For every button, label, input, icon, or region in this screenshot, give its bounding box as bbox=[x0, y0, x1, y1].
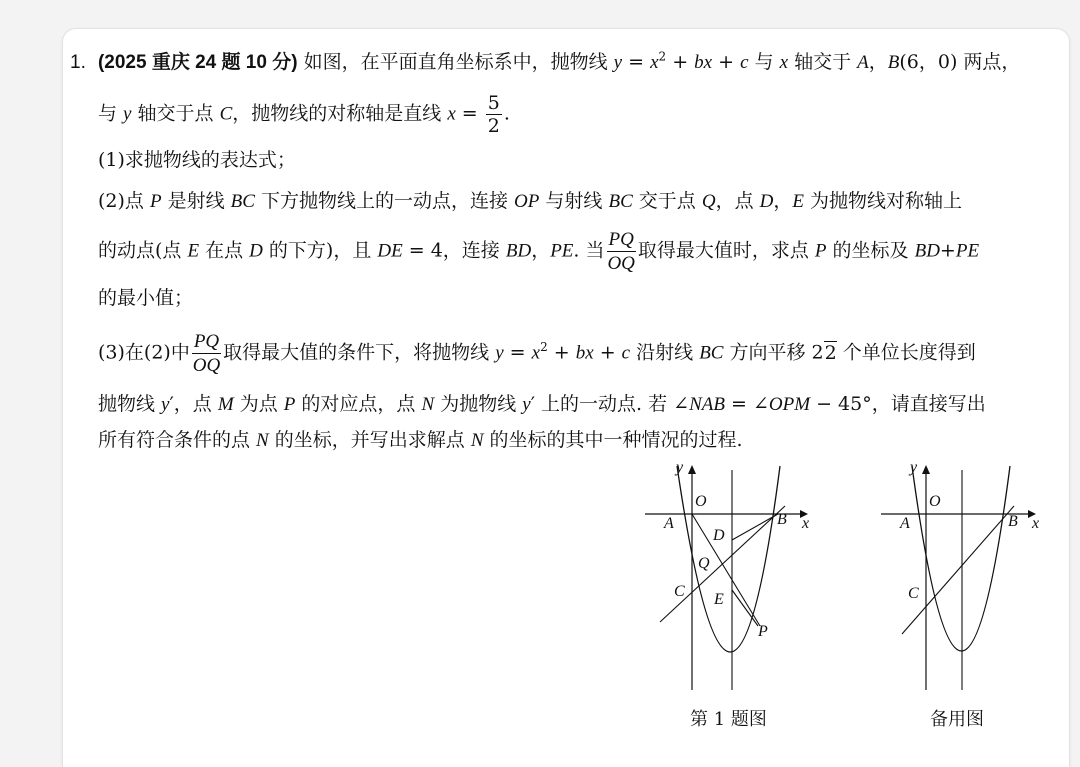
label2-x: x bbox=[1032, 515, 1040, 532]
label-y: y bbox=[676, 459, 684, 476]
figure-1-caption: 第 1 题图 bbox=[690, 709, 767, 730]
question-line-1: 1. (2025 重庆 24 题 10 分) 如图，在平面直角坐标系中，抛物线 $y = x^2$ + bx + c 与 x 轴交于 A，B(6，0) 两点， bbox=[70, 49, 1021, 73]
y-axis-2-arrow bbox=[922, 465, 930, 474]
parabola-2 bbox=[912, 466, 1010, 651]
label-P: P bbox=[758, 623, 768, 640]
label-Q: Q bbox=[698, 555, 710, 572]
label2-B: B bbox=[1008, 513, 1018, 530]
label-C: C bbox=[674, 583, 685, 600]
figure-1 bbox=[640, 458, 830, 698]
label-A: A bbox=[664, 515, 674, 532]
y-axis-arrow bbox=[688, 465, 696, 474]
label-B: B bbox=[777, 511, 787, 528]
line-bc-2 bbox=[902, 506, 1014, 634]
label2-C: C bbox=[908, 585, 919, 602]
segment-pe bbox=[732, 590, 758, 626]
label2-A: A bbox=[900, 515, 910, 532]
part-3-line-2: 抛物线 y′，点 M 为点 P 的对应点，点 N 为抛物线 y′ 上的一动点. 若 ∠NAB = ∠OPM − 45°，请直接写出 bbox=[98, 393, 986, 415]
label-D: D bbox=[713, 527, 725, 544]
part-2-line-2: 的动点(点 E 在点 D 的下方)，且 DE = 4，连接 BD，PE. 当 $\frac{PQ}{OQ}$ 取得最大值时，求点 P 的坐标及 BD+PE bbox=[98, 229, 980, 274]
label-x: x bbox=[802, 515, 810, 532]
label2-y: y bbox=[910, 459, 918, 476]
question-line-2: 与 y 轴交于点 C，抛物线的对称轴是直线 x = $\frac{5}{2}$ . bbox=[98, 92, 510, 137]
part-3-line-1: (3)在(2)中 $\frac{PQ}{OQ}$ 取得最大值的条件下，将抛物线 $y = x^2$ + bx + c 沿射线 BC 方向平移 22 个单位长度得到 bbox=[98, 331, 976, 376]
part-3-line-3: 所有符合条件的点 N 的坐标，并写出求解点 N 的坐标的其中一种情况的过程. bbox=[98, 429, 743, 451]
label-O: O bbox=[695, 493, 707, 510]
label2-O: O bbox=[929, 493, 941, 510]
label-E: E bbox=[714, 591, 724, 608]
figure-2-caption: 备用图 bbox=[930, 709, 984, 730]
part-2-line-1: (2)点 P 是射线 BC 下方抛物线上的一动点，连接 OP 与射线 BC 交于点 Q，点 D，E 为抛物线对称轴上 bbox=[98, 190, 963, 212]
figure-2 bbox=[876, 458, 1056, 698]
part-1: (1)求抛物线的表达式； bbox=[98, 149, 296, 171]
part-2-line-3: 的最小值； bbox=[98, 287, 194, 309]
